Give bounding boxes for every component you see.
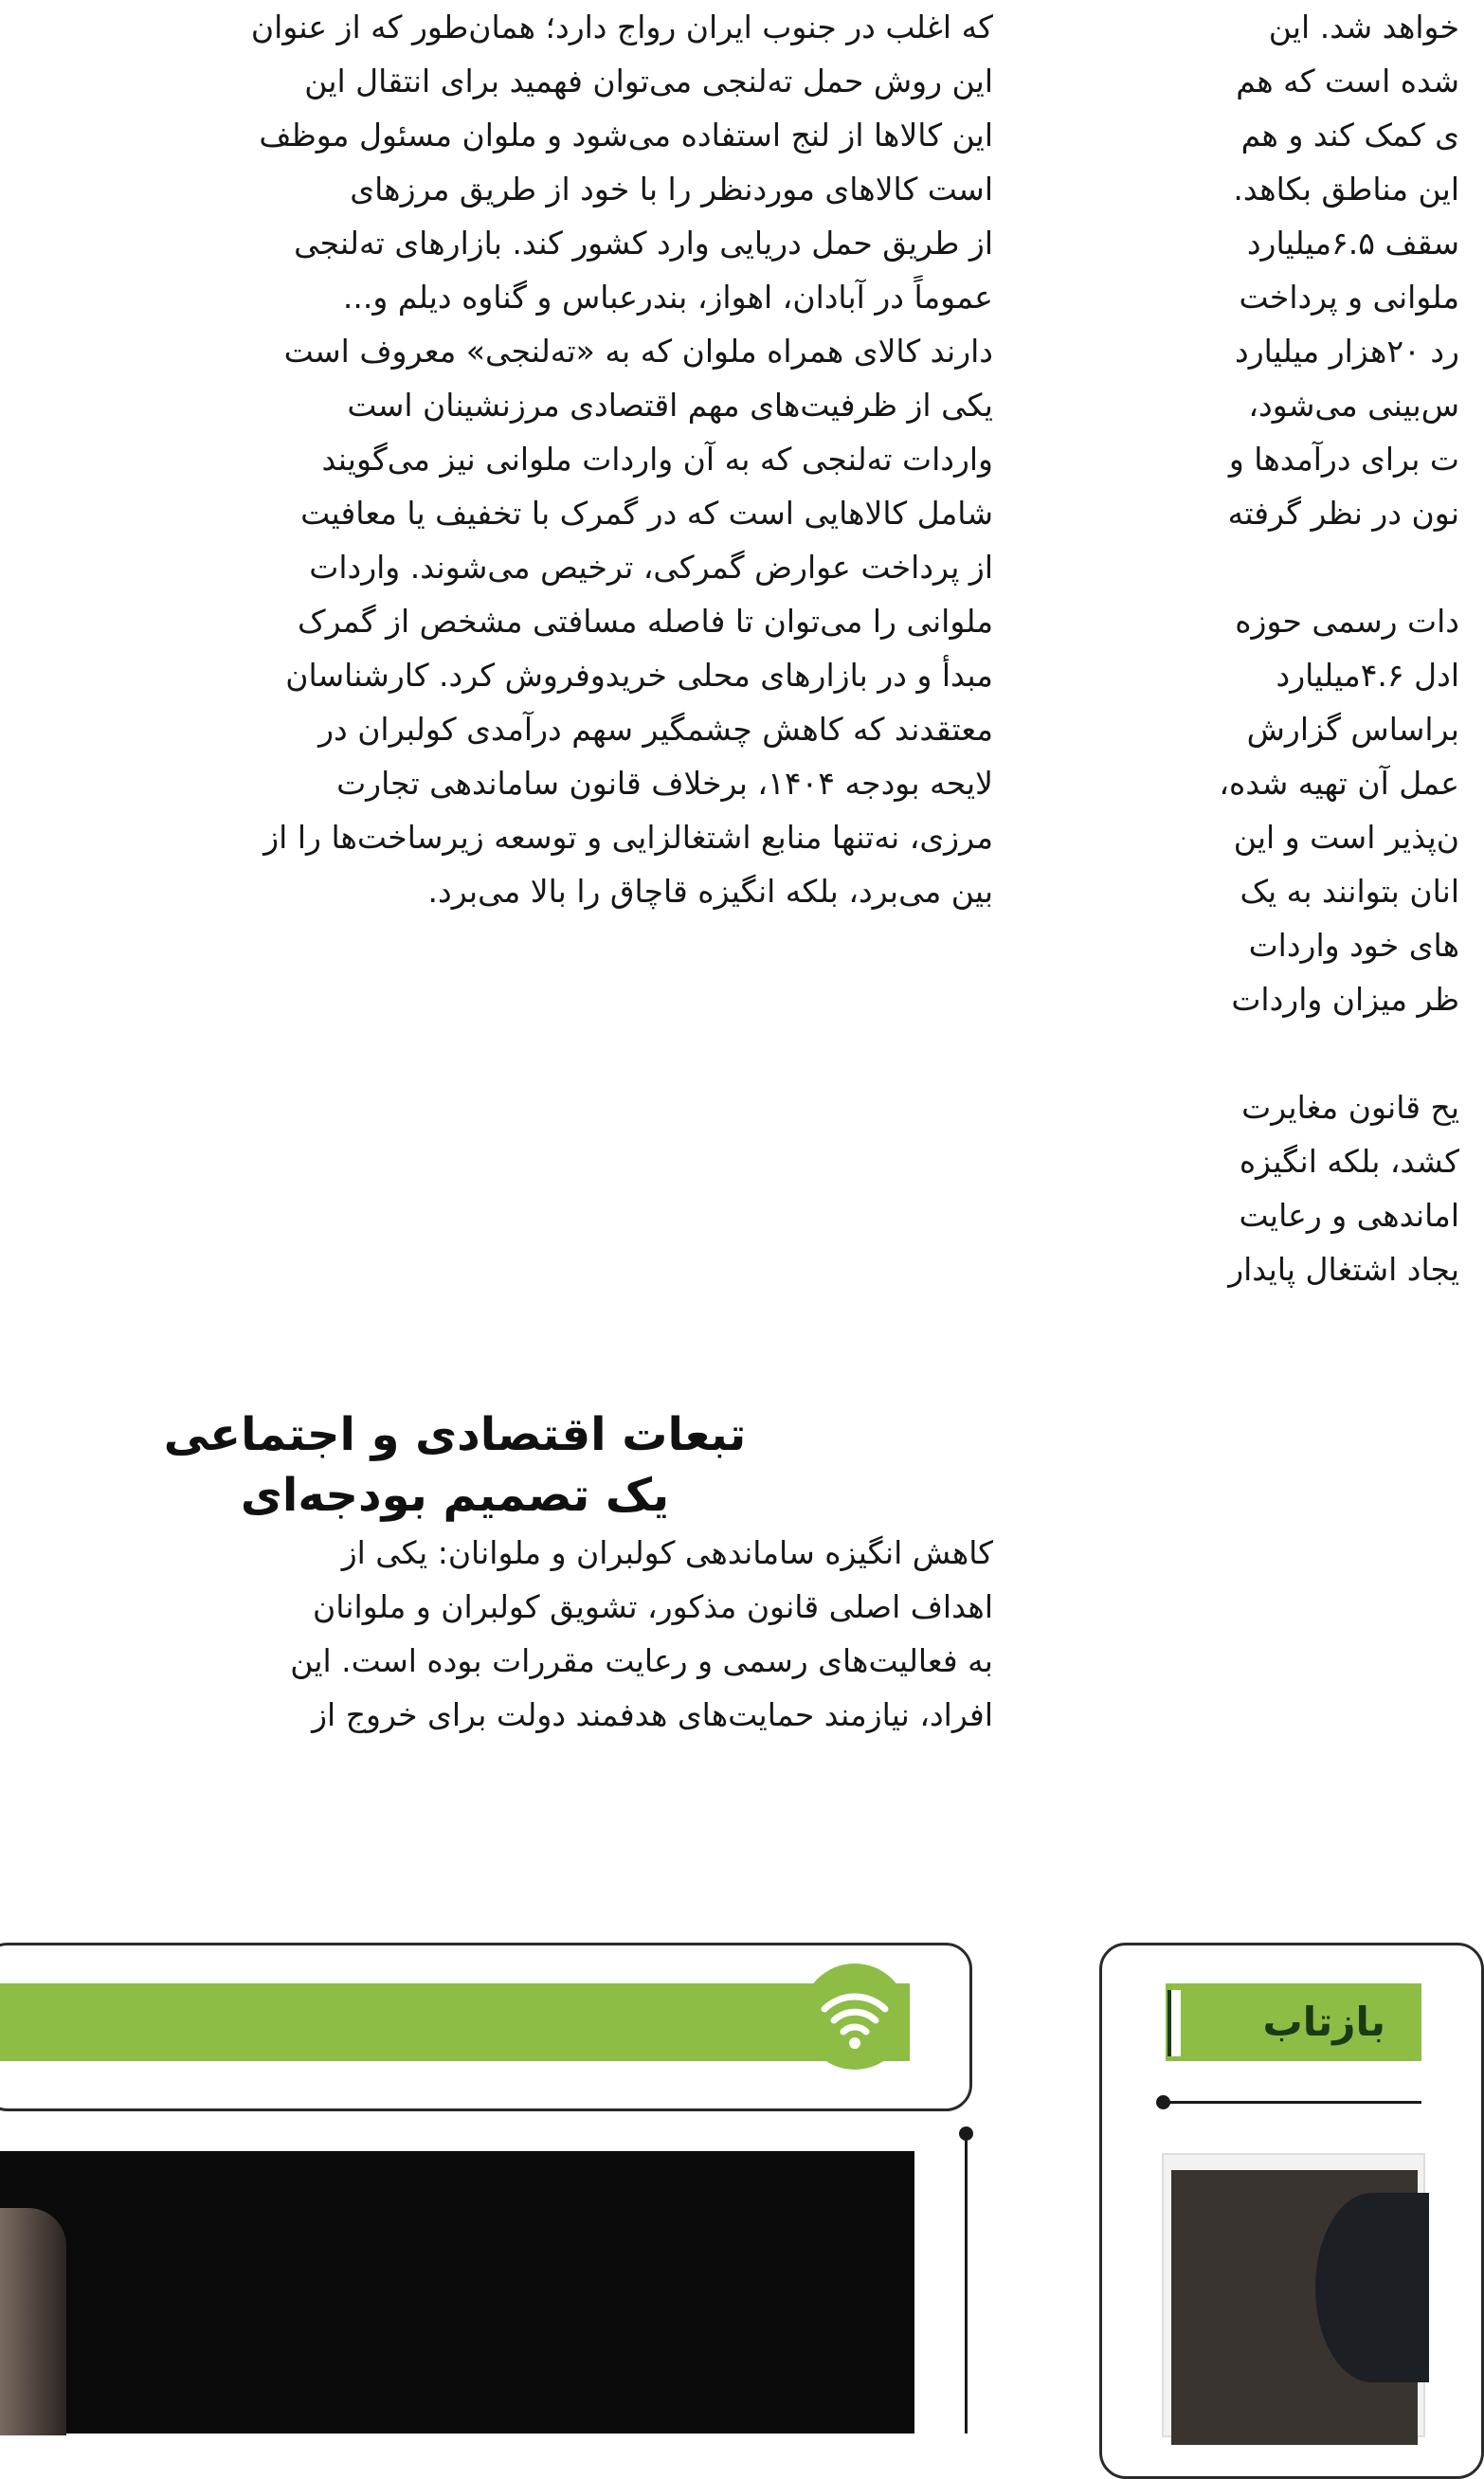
article-photo: [0, 2151, 914, 2434]
reflection-photo: [1162, 2153, 1425, 2437]
text-line: واردات ته‌لنجی که به آن واردات ملوانی نیز می‌گویند: [321, 441, 993, 478]
text-line: کاهش انگیزه ساماندهی کولبران و ملوانان: یکی از: [341, 1534, 993, 1571]
vertical-divider: [965, 2132, 968, 2434]
text-line: ت برای درآمدها و: [1228, 441, 1459, 478]
reflection-label: بازتاب: [1262, 1999, 1385, 2045]
text-line: ظر میزان واردات: [1231, 981, 1459, 1018]
text-line: نون در نظر گرفته: [1227, 495, 1459, 532]
text-line: بین می‌برد، بلکه انگیزه قاچاق را بالا می‌برد.: [427, 873, 993, 910]
text-line: از پرداخت عوارض گمرکی، ترخیص می‌شوند. واردات: [309, 549, 993, 586]
text-line: [1061, 540, 1459, 594]
text-line: ن‌پذیر است و این: [1233, 819, 1459, 856]
article-left-top-text: [0, 0, 1001, 918]
section-heading-line2: یک تصمیم بودجه‌ای: [240, 1469, 670, 1522]
text-line: ادل ۴.۶میلیارد: [1276, 657, 1459, 694]
text-line: سقف ۶.۵میلیارد: [1246, 225, 1459, 262]
text-line: اهداف اصلی قانون مذکور، تشویق کولبران و ملوانان: [313, 1588, 993, 1625]
wifi-icon: [802, 1963, 908, 2070]
text-line: کشد، بلکه انگیزه: [1239, 1143, 1459, 1180]
section-heading-line1: تبعات اقتصادی و اجتماعی: [163, 1408, 747, 1461]
text-line: عمل آن تهیه شده،: [1219, 765, 1459, 802]
text-line: یجاد اشتغال پایدار: [1228, 1251, 1459, 1288]
text-line: یکی از ظرفیت‌های مهم اقتصادی مرزنشینان است: [347, 387, 993, 424]
text-line: افراد، نیازمند حمایت‌های هدفمند دولت برای خروج از: [312, 1696, 993, 1733]
text-line: این کالاها از لنج استفاده می‌شود و ملوان مسئول موظف: [259, 117, 993, 154]
text-line: این مناطق بکاهد.: [1233, 171, 1459, 208]
article-right-column: [1061, 0, 1459, 1296]
article-left-column: [0, 0, 1001, 918]
text-line: لایحه بودجه ۱۴۰۴، برخلاف قانون ساماندهی تجارت: [336, 765, 993, 802]
text-line: است کالاهای موردنظر را با خود از طریق مرزهای: [350, 171, 993, 208]
text-line: ملوانی را می‌توان تا فاصله مسافتی مشخص از گمرک: [298, 603, 993, 640]
photo-person: [1315, 2193, 1429, 2382]
text-line: س‌بینی می‌شود،: [1248, 387, 1459, 424]
text-line: خواهد شد. این: [1268, 9, 1459, 45]
article-left-bottom-text: [0, 1526, 1001, 1742]
article-right-text: [1061, 0, 1459, 1296]
banner-bar: [0, 1983, 910, 2061]
text-line: یح قانون مغایرت: [1241, 1089, 1459, 1126]
reflection-tab-marker: [1167, 1990, 1181, 2056]
reflection-rule: [1164, 2101, 1421, 2104]
text-line: شده است که هم: [1236, 63, 1459, 100]
text-line: دارند کالای همراه ملوان که به «ته‌لنجی» معروف است: [283, 333, 993, 370]
text-line: این روش حمل ته‌لنجی می‌توان فهمید برای انتقال این: [304, 63, 993, 100]
photo-subject: [0, 2208, 66, 2435]
text-line: عموماً در آبادان، اهواز، بندرعباس و گناوه دیلم و...: [342, 279, 993, 316]
text-line: انان بتوانند به یک: [1240, 873, 1459, 910]
text-line: دات رسمی حوزه: [1235, 603, 1459, 640]
article-left-bottom-column: [0, 1526, 1001, 1742]
text-line: شامل کالاهایی است که در گمرک با تخفیف یا معافیت: [300, 495, 993, 532]
text-line: براساس گزارش: [1246, 711, 1459, 748]
text-line: مرزی، نه‌تنها منابع اشتغالزایی و توسعه زیرساخت‌ها را از: [263, 819, 993, 856]
text-line: رد ۲۰هزار میلیارد: [1235, 333, 1459, 370]
text-line: های خود واردات: [1248, 927, 1459, 964]
text-line: اماندهی و رعایت: [1239, 1197, 1459, 1234]
text-line: معتقدند که کاهش چشمگیر سهم درآمدی کولبران در: [318, 711, 993, 748]
text-line: که اغلب در جنوب ایران رواج دارد؛ همان‌طور که از عنوان: [250, 9, 993, 45]
text-line: مبدأ و در بازارهای محلی خریدوفروش کرد. کارشناسان: [285, 657, 993, 694]
text-line: به فعالیت‌های رسمی و رعایت مقررات بوده است. این: [290, 1642, 993, 1679]
text-line: [1061, 1026, 1459, 1080]
text-line: از طریق حمل دریایی وارد کشور کند. بازارهای ته‌لنجی: [294, 225, 993, 262]
text-line: ی کمک کند و هم: [1240, 117, 1459, 154]
text-line: ملوانی و پرداخت: [1239, 279, 1459, 316]
